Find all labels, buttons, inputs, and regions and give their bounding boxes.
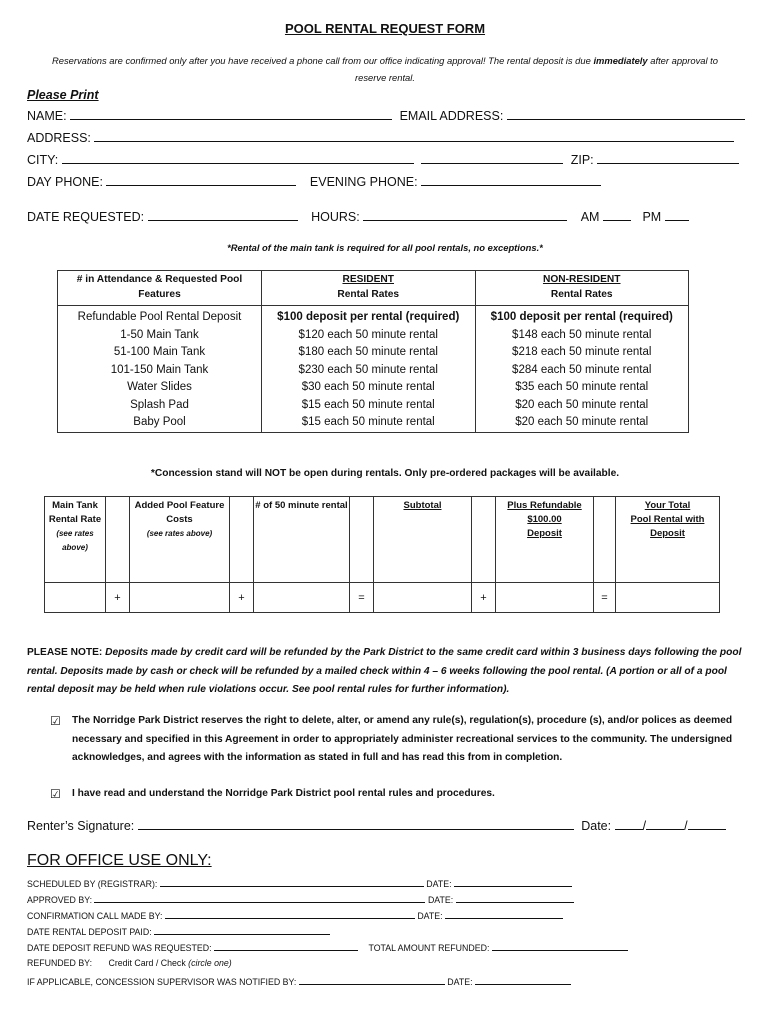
subtotal-label: Subtotal	[403, 500, 442, 511]
nonresident-rate-cell: $20 each 50 minute rental	[475, 397, 689, 415]
signature-month-field[interactable]	[615, 818, 643, 830]
checkbox-checked-icon[interactable]: ☑	[50, 714, 61, 728]
equals-sign: =	[594, 583, 616, 613]
concession-notified-field[interactable]	[299, 975, 445, 985]
table-row	[58, 397, 689, 415]
rates-table	[57, 270, 689, 433]
intro-text	[40, 52, 730, 86]
approved-by-label: APPROVED BY:	[27, 895, 93, 905]
email-field[interactable]	[507, 108, 745, 120]
equals-sign: =	[350, 583, 374, 613]
added-feature-costs-label: Added Pool Feature Costs	[134, 500, 225, 525]
rental-count-input[interactable]	[254, 583, 350, 613]
total-refunded-label: TOTAL AMOUNT REFUNDED:	[368, 943, 490, 953]
day-phone-field[interactable]	[106, 174, 296, 186]
hours-field[interactable]	[363, 209, 567, 221]
deposit-paid-field[interactable]	[154, 925, 330, 935]
pm-field[interactable]	[665, 209, 689, 221]
name-label: NAME:	[27, 109, 67, 123]
concession-notified-label: IF APPLICABLE, CONCESSION SUPERVISOR WAS NOTIFIED BY:	[27, 977, 297, 987]
main-tank-required-note: *Rental of the main tank is required for all pool rentals, no exceptions.*	[227, 242, 543, 253]
concession-note: *Concession stand will NOT be open during rentals. Only pre-ordered packages will be available.	[150, 468, 620, 479]
total-refunded-field[interactable]	[492, 941, 628, 951]
date-requested-field[interactable]	[148, 209, 298, 221]
date-requested-label: DATE REQUESTED:	[27, 210, 145, 224]
intro-text-bold: immediately	[593, 55, 648, 66]
spacer-cell	[472, 497, 496, 583]
rates-table-header	[58, 271, 689, 306]
concession-date-label: DATE:	[447, 977, 473, 987]
added-feature-costs-header	[130, 497, 230, 583]
feature-cell: 1-50 Main Tank	[58, 327, 262, 345]
approved-by-date-field[interactable]	[456, 893, 574, 903]
resident-rate-cell: $120 each 50 minute rental	[262, 327, 476, 345]
please-note-label: PLEASE NOTE:	[27, 647, 106, 658]
deposit-paid-row	[27, 925, 330, 937]
resident-rate-cell: $15 each 50 minute rental	[262, 414, 476, 432]
spacer-cell	[230, 497, 254, 583]
nonresident-header-subtitle: Rental Rates	[550, 289, 613, 300]
spacer-cell	[106, 497, 130, 583]
plus-sign: +	[230, 583, 254, 613]
refunded-by-label: REFUNDED BY:	[27, 958, 93, 968]
plus-refundable-label: Plus Refundable	[507, 500, 582, 511]
table-row	[58, 414, 689, 432]
deposit-paid-label: DATE RENTAL DEPOSIT PAID:	[27, 927, 152, 937]
please-note-paragraph	[27, 644, 743, 700]
added-feature-costs-input[interactable]	[130, 583, 230, 613]
refund-requested-field[interactable]	[214, 941, 358, 951]
signature-row: Renter’s Signature: Date: / /	[27, 818, 726, 833]
signature-label: Renter’s Signature:	[27, 819, 135, 833]
city-label: CITY:	[27, 153, 59, 167]
see-rates-note: (see rates above)	[56, 529, 94, 552]
refundable-deposit-header	[496, 497, 594, 583]
nonresident-rate-cell: $148 each 50 minute rental	[475, 327, 689, 345]
scheduled-by-date-label: DATE:	[426, 879, 452, 889]
refundable-deposit-input[interactable]	[496, 583, 594, 613]
scheduled-by-label: SCHEDULED BY (REGISTRAR):	[27, 879, 158, 889]
zip-label: ZIP:	[570, 153, 594, 167]
refund-method-options[interactable]: Credit Card / Check	[108, 958, 186, 968]
rates-header-features: # in Attendance & Requested Pool Features	[58, 271, 262, 306]
nonresident-rate-cell: $284 each 50 minute rental	[475, 362, 689, 380]
signature-day-field[interactable]	[646, 818, 684, 830]
refunded-by-row	[27, 958, 232, 968]
scheduled-by-field[interactable]	[160, 877, 424, 887]
feature-cell: 101-150 Main Tank	[58, 362, 262, 380]
resident-rate-cell: $30 each 50 minute rental	[262, 379, 476, 397]
city-field[interactable]	[62, 152, 414, 164]
deposit-label: Deposit	[527, 528, 562, 539]
approved-by-row	[27, 893, 574, 905]
feature-cell: 51-100 Main Tank	[58, 344, 262, 362]
table-row	[58, 306, 689, 327]
rules-read-text: I have read and understand the Norridge Park District pool rental rules and procedures.	[72, 788, 495, 799]
plus-sign: +	[106, 583, 130, 613]
table-row	[58, 362, 689, 380]
confirmation-label: CONFIRMATION CALL MADE BY:	[27, 911, 163, 921]
total-input[interactable]	[616, 583, 720, 613]
please-print-label: Please Print	[27, 88, 99, 102]
please-note-text: Deposits made by credit card will be refunded by the Park District to the same credit card within 3 business days following the pool rental. Deposits made by cash or check will be refunded by a mailed check within 4 – 6 weeks following the pool rental. (A portion or all of a pool rental deposit may be held when rule violations occur. See pool rental rules for further information).	[27, 647, 742, 695]
nonresident-rate-cell: $218 each 50 minute rental	[475, 344, 689, 362]
see-rates-note: (see rates above)	[146, 529, 213, 538]
pm-label: PM	[642, 210, 662, 224]
rates-header-resident	[262, 271, 476, 306]
signature-field[interactable]	[138, 818, 574, 830]
rental-count-header: # of 50 minute rental	[254, 497, 350, 583]
signature-date-label: Date:	[581, 819, 612, 833]
confirmation-field[interactable]	[165, 909, 415, 919]
feature-cell: Baby Pool	[58, 414, 262, 432]
refund-requested-label: DATE DEPOSIT REFUND WAS REQUESTED:	[27, 943, 212, 953]
calc-input-row	[45, 583, 720, 613]
cost-calculation-table	[44, 496, 720, 613]
resident-header-title: RESIDENT	[342, 274, 394, 285]
main-tank-rate-header	[45, 497, 106, 583]
address-row	[27, 130, 734, 145]
nonresident-rate-cell: $20 each 50 minute rental	[475, 414, 689, 432]
evening-phone-field[interactable]	[421, 174, 601, 186]
rates-header-nonresident	[475, 271, 689, 306]
state-field[interactable]	[421, 152, 563, 164]
date-hours-row	[27, 209, 689, 224]
resident-rate-cell: $230 each 50 minute rental	[262, 362, 476, 380]
circle-one-note: (circle one)	[188, 958, 232, 968]
scheduled-by-date-field[interactable]	[454, 877, 572, 887]
deposit-label: Deposit	[650, 528, 685, 539]
form-title: POOL RENTAL REQUEST FORM	[284, 21, 486, 36]
am-label: AM	[580, 210, 600, 224]
address-label: ADDRESS:	[27, 131, 91, 145]
feature-cell: Water Slides	[58, 379, 262, 397]
refund-requested-row	[27, 941, 628, 953]
spacer-cell	[594, 497, 616, 583]
zip-field[interactable]	[597, 152, 739, 164]
main-tank-rate-input[interactable]	[45, 583, 106, 613]
city-row	[27, 152, 739, 167]
hours-label: HOURS:	[311, 210, 360, 224]
nonresident-rate-cell: $100 deposit per rental (required)	[475, 306, 689, 327]
signature-year-field[interactable]	[688, 818, 726, 830]
name-row	[27, 108, 745, 123]
plus-sign: +	[472, 583, 496, 613]
total-header	[616, 497, 720, 583]
office-use-title: FOR OFFICE USE ONLY:	[27, 852, 212, 869]
nonresident-header-title: NON-RESIDENT	[542, 274, 621, 285]
table-row	[58, 344, 689, 362]
main-tank-rate-label: Main Tank Rental Rate	[48, 500, 102, 525]
rules-read-item	[50, 785, 746, 804]
intro-text-part1: Reservations are confirmed only after you have received a phone call from our office indicating approval! The rental deposit is due	[51, 55, 594, 66]
nonresident-rate-cell: $35 each 50 minute rental	[475, 379, 689, 397]
email-label: EMAIL ADDRESS:	[399, 109, 504, 123]
pool-rental-with-label: Pool Rental with	[630, 514, 705, 525]
am-field[interactable]	[603, 209, 631, 221]
rules-agreement-text: The Norridge Park District reserves the right to delete, alter, or amend any rule(s), regulation(s), procedure (s), and/or polices as deemed necessary and specified in this Agreement in order to appropriately administer recreational services to the community. The undersigned acknowledges, and agrees with the information as stated in full and has read this from in completion.	[72, 715, 733, 764]
feature-cell: Refundable Pool Rental Deposit	[58, 306, 262, 327]
resident-rate-cell: $100 deposit per rental (required)	[262, 306, 476, 327]
name-field[interactable]	[70, 108, 392, 120]
concession-notified-row	[27, 975, 571, 987]
concession-date-field[interactable]	[475, 975, 571, 985]
table-row	[58, 379, 689, 397]
resident-rate-cell: $180 each 50 minute rental	[262, 344, 476, 362]
intro-text-part2: after approval to reserve rental.	[355, 55, 718, 83]
day-phone-label: DAY PHONE:	[27, 175, 103, 189]
deposit-amount-label: $100.00	[527, 514, 562, 525]
feature-cell: Splash Pad	[58, 397, 262, 415]
subtotal-header	[374, 497, 472, 583]
subtotal-input[interactable]	[374, 583, 472, 613]
phone-row	[27, 174, 601, 189]
approved-by-field[interactable]	[94, 893, 425, 903]
evening-phone-label: EVENING PHONE:	[309, 175, 418, 189]
table-row	[58, 327, 689, 345]
checkbox-checked-icon[interactable]: ☑	[50, 787, 61, 801]
confirmation-row	[27, 909, 563, 921]
address-field[interactable]	[94, 130, 734, 142]
spacer-cell	[350, 497, 374, 583]
calc-header-row	[45, 497, 720, 583]
resident-rate-cell: $15 each 50 minute rental	[262, 397, 476, 415]
scheduled-by-row	[27, 877, 572, 889]
rules-agreement-item	[50, 712, 746, 768]
approved-by-date-label: DATE:	[427, 895, 454, 905]
your-total-label: Your Total	[644, 500, 691, 511]
confirmation-date-field[interactable]	[445, 909, 563, 919]
confirmation-date-label: DATE:	[417, 911, 443, 921]
resident-header-subtitle: Rental Rates	[337, 289, 400, 300]
